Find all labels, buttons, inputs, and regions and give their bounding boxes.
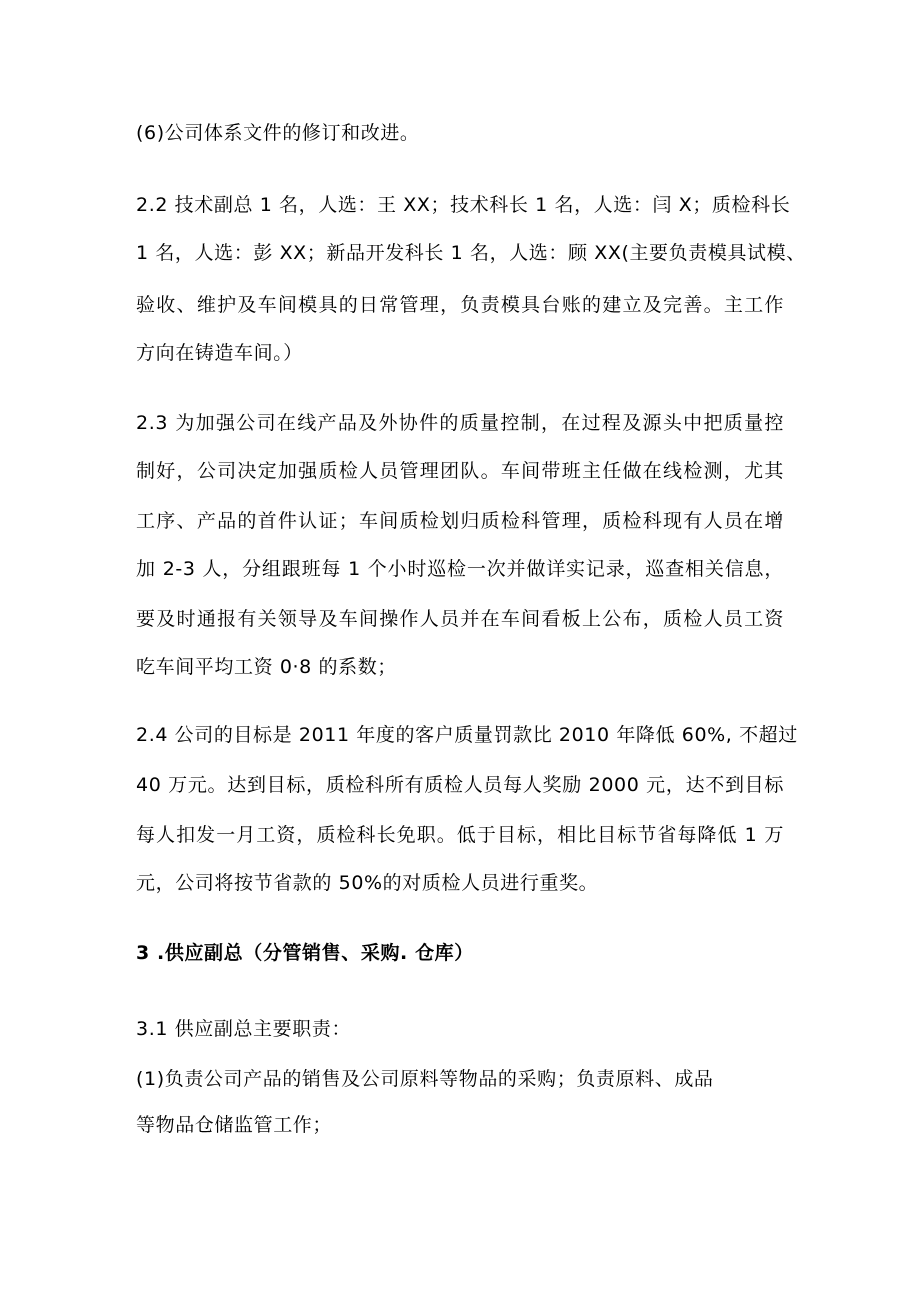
section-2-4-line-1: 2.4 公司的目标是 2011 年度的客户质量罚款比 2010 年降低 60%, 不超过: [136, 724, 798, 746]
section-2-4-line-4: 元，公司将按节省款的 50%的对质检人员进行重奖。: [136, 872, 599, 894]
section-2-3-line-2: 制好，公司决定加强质检人员管理团队。车间带班主任做在线检测，尤其: [136, 460, 784, 482]
section-2-3-line-6: 吃车间平均工资 0·8 的系数；: [136, 656, 397, 678]
section-2-3-line-5: 要及时通报有关领导及车间操作人员并在车间看板上公布，质检人员工资: [136, 608, 784, 630]
section-2-3-line-3: 工序、产品的首件认证；车间质检划归质检科管理，质检科现有人员在增: [136, 510, 784, 532]
section-2-2-line-4: 方向在铸造车间。）: [136, 342, 303, 364]
section-2-3-line-1: 2.3 为加强公司在线产品及外协件的质量控制，在过程及源头中把质量控: [136, 412, 784, 434]
item-3-1-1-line-1: (1)负责公司产品的销售及公司原料等物品的采购；负责原料、成品: [136, 1068, 714, 1090]
section-2-2-line-1: 2.2 技术副总 1 名，人选：王 XX；技术科长 1 名，人选：闫 X；质检科长: [136, 194, 791, 216]
heading-3: 3 .供应副总（分管销售、采购. 仓库）: [136, 942, 474, 964]
section-2-2-line-3: 验收、维护及车间模具的日常管理，负责模具台账的建立及完善。主工作: [136, 294, 784, 316]
item-6-line: (6)公司体系文件的修订和改进。: [136, 122, 420, 144]
section-3-1-line: 3.1 供应副总主要职责：: [136, 1018, 352, 1040]
section-2-2-line-2: 1 名，人选：彭 XX；新品开发科长 1 名，人选：顾 XX(主要负责模具试模、: [136, 242, 806, 264]
section-2-3-line-4: 加 2-3 人，分组跟班每 1 个小时巡检一次并做详实记录，巡查相关信息，: [136, 558, 784, 580]
item-3-1-1-line-2: 等物品仓储监管工作；: [136, 1114, 333, 1136]
section-2-4-line-3: 每人扣发一月工资，质检科长免职。低于目标，相比目标节省每降低 1 万: [136, 824, 784, 846]
section-2-4-line-2: 40 万元。达到目标，质检科所有质检人员每人奖励 2000 元，达不到目标: [136, 774, 784, 796]
